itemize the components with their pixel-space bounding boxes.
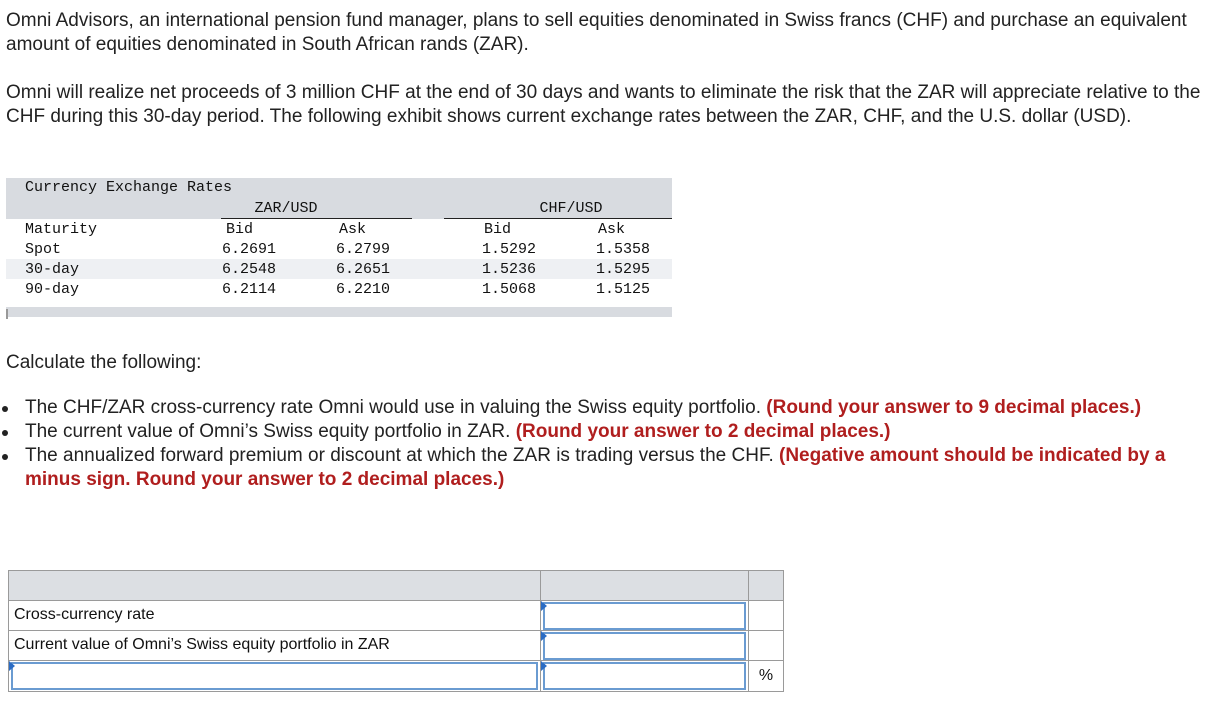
- exhibit-cell: 6.2651: [336, 261, 391, 278]
- exhibit-cell: 1.5236: [482, 261, 537, 278]
- requirement-hint: (Round your answer to 9 decimal places.): [766, 397, 1142, 418]
- exhibit-cell: 1.5068: [482, 281, 537, 298]
- forward-premium-input[interactable]: [543, 662, 746, 690]
- requirement-text: The CHF/ZAR cross-currency rate Omni would use in valuing the Swiss equity portfolio.: [25, 397, 761, 418]
- exhibit-footer-tick: [6, 309, 8, 319]
- input-marker-icon: [541, 601, 547, 611]
- exhibit-col-header: Ask: [598, 221, 626, 238]
- exhibit-cell: 30-day: [25, 261, 80, 278]
- answer-input-cell: [540, 660, 749, 692]
- bullet-icon: [2, 406, 8, 412]
- list-item: [0, 420, 1212, 444]
- requirements-list: [0, 396, 1212, 492]
- percent-unit-label: %: [748, 660, 784, 692]
- answer-unit-cell: [748, 600, 784, 631]
- intro-paragraph-1: Omni Advisors, an international pension fund manager, plans to sell equities denominated in Swiss francs (CHF) and purchase an equivalent amount of equities denominated in South African rands (ZAR).: [6, 10, 1187, 55]
- list-item: [0, 396, 1212, 420]
- answer-header-cell: [8, 570, 541, 601]
- exhibit-cell: 1.5292: [482, 241, 537, 258]
- exhibit-cell: 1.5358: [596, 241, 651, 258]
- forward-premium-label-input[interactable]: [11, 662, 538, 690]
- input-marker-icon: [541, 661, 547, 671]
- requirement-hint: (Negative amount should be indicated by a minus sign. Round your answer to 2 decimal places.): [25, 445, 1166, 490]
- exhibit-cell: 6.2210: [336, 281, 391, 298]
- exhibit-col-header: Maturity: [25, 221, 98, 238]
- exhibit-group-zar-usd: ZAR/USD: [254, 200, 318, 217]
- exchange-rate-exhibit: [6, 178, 672, 318]
- exhibit-footer-band: [6, 307, 672, 317]
- answer-input-cell: [540, 600, 749, 631]
- answer-row-label: Current value of Omni’s Swiss equity portfolio in ZAR: [8, 630, 541, 661]
- input-marker-icon: [541, 631, 547, 641]
- exhibit-cell: 1.5125: [596, 281, 651, 298]
- prompt-text: Calculate the following:: [6, 352, 202, 373]
- exhibit-cell: 1.5295: [596, 261, 651, 278]
- exhibit-cell: 6.2799: [336, 241, 391, 258]
- exhibit-group-chf-usd: CHF/USD: [539, 200, 603, 217]
- answer-unit-cell: [748, 630, 784, 661]
- requirement-text: The annualized forward premium or discount at which the ZAR is trading versus the CHF.: [25, 445, 774, 466]
- exhibit-cell: 6.2114: [222, 281, 277, 298]
- answer-row-label: Cross-currency rate: [8, 600, 541, 631]
- answer-header-cell: [540, 570, 749, 601]
- exhibit-col-header: Ask: [339, 221, 367, 238]
- exhibit-col-header: Bid: [226, 221, 254, 238]
- bullet-icon: [2, 454, 8, 460]
- list-item: [0, 444, 1212, 492]
- input-marker-icon: [9, 661, 15, 671]
- exhibit-title: Currency Exchange Rates: [25, 179, 233, 196]
- portfolio-value-zar-input[interactable]: [543, 632, 746, 660]
- exhibit-cell: 6.2548: [222, 261, 277, 278]
- exhibit-cell: 6.2691: [222, 241, 277, 258]
- answer-label-cell: [8, 660, 541, 692]
- exhibit-group-rule: [221, 218, 412, 219]
- answer-table: [8, 570, 784, 692]
- requirement-hint: (Round your answer to 2 decimal places.): [515, 421, 891, 442]
- exhibit-group-rule: [444, 218, 672, 219]
- exhibit-cell: 90-day: [25, 281, 80, 298]
- answer-input-cell: [540, 630, 749, 661]
- cross-currency-rate-input[interactable]: [543, 602, 746, 630]
- answer-header-cell: [748, 570, 784, 601]
- requirement-text: The current value of Omni’s Swiss equity portfolio in ZAR.: [25, 421, 511, 442]
- bullet-icon: [2, 430, 8, 436]
- exhibit-col-header: Bid: [484, 221, 512, 238]
- exhibit-cell: Spot: [25, 241, 62, 258]
- intro-paragraph-2: Omni will realize net proceeds of 3 million CHF at the end of 30 days and wants to eliminate the risk that the ZAR will appreciate relative to the CHF during this 30-day period. The following exhibit shows current exchange rates between the ZAR, CHF, and the U.S. dollar (USD).: [6, 82, 1201, 127]
